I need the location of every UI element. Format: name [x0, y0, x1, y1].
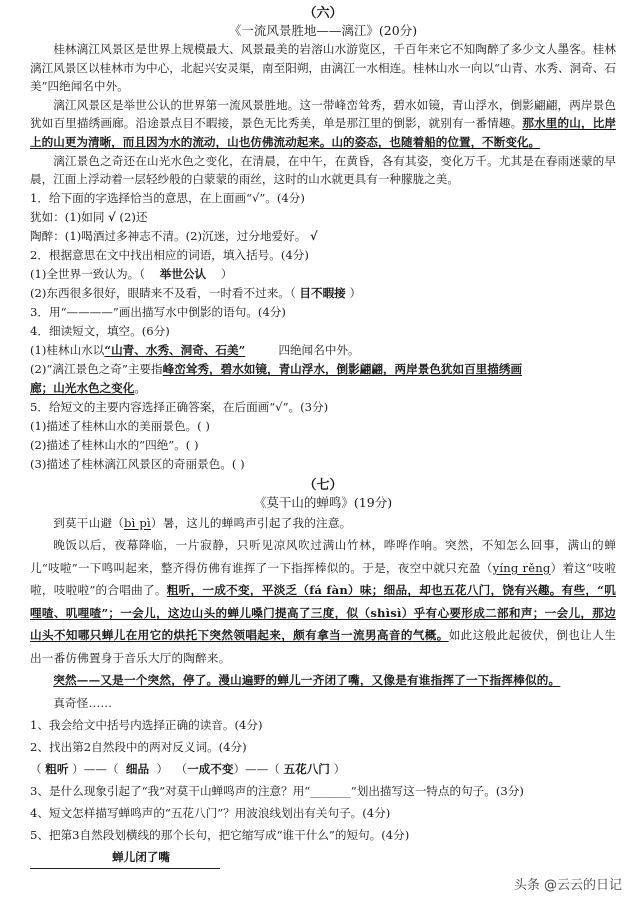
pinyin-2: yíng rěng	[492, 560, 551, 575]
s7-paragraph-3: 突然——又是一个突然，停了。漫山遍野的蝉儿一齐闭了嘴，又像是有谁指挥了一下指挥棒似的。	[53, 673, 561, 688]
q4a-suffix: 四绝闻名中外。	[278, 342, 360, 357]
antonym-1b: 细品	[125, 762, 150, 777]
s6-q1b	[30, 227, 616, 246]
q2a-close: ）	[220, 266, 233, 281]
q4b-end: 。	[134, 380, 146, 395]
s6-p2-text: 漓江风景区是举世公认的世界第一流风景胜地。这一带峰峦耸秀，碧水如镜，青山浮水，倒影翩翩，两岸景色犹如百里描绣画廊。沿途景点目不暇接，景色无比秀美，单是那江里的倒影，就别有一番情趣。	[30, 97, 616, 131]
s7-paragraph-2	[30, 534, 616, 669]
antonym-2b: 五花八门	[283, 762, 330, 777]
s6-paragraph-2	[30, 96, 616, 152]
q4b-answer-2: 廊；山光水色之变化	[30, 380, 135, 395]
s6-q5a: (1)描述了桂林山水的美丽景色。( )	[30, 418, 210, 433]
antonym-1a: 粗听	[45, 762, 69, 777]
q4a-prefix: (1)桂林山水以	[30, 342, 105, 357]
q4b-answer-1: 峰峦耸秀，碧水如镜，青山浮水，倒影翩翩，两岸景色犹如百里描绣画	[162, 361, 523, 376]
watermark: 头条 @云云的日记	[513, 878, 622, 893]
q4a-answer: “山青、水秀、洞奇、石美”	[104, 342, 246, 357]
q5-answer: 蝉儿闭了嘴	[30, 846, 220, 869]
antonym-2a: 一成不变	[187, 762, 234, 777]
section-6-title: 《一流风景胜地——漓江》(20分)	[228, 23, 418, 38]
s7-p1-pre: 到莫干山避（	[53, 515, 124, 530]
s6-q2a	[30, 265, 616, 284]
s7-p2-d: ）味；细品，却也五花八门，饶有兴趣。有些，“叽哩喳、叽哩喳”；一会儿，这边山头的蝉儿嗓门提高了三度，似（	[30, 583, 617, 620]
s6-p2-underlined: 那水里的山，比岸上的山更为清晰，而且因为水的流动，山也仿佛流动起来。山的姿态，也随着船的位置，不断变化。	[30, 116, 616, 149]
s7-q3: 3、是什么现象引起了“我”对莫干山蝉鸣声的注意？用“_______”划出描写这一特点的句子。(3分)	[30, 784, 524, 799]
s7-q1: 1、我会给文中括号内选择正确的读音。(4分)	[30, 718, 263, 733]
s7-q2: 2、找出第2自然段中的两对反义词。(4分)	[30, 740, 247, 755]
q1a-option1: (1)如同	[64, 209, 105, 224]
s7-p2-a: 晚饭以后，夜幕降临，一片寂静，只听见凉风吹过满山竹林，哗哗作响。突然，不知怎么回事，满山的蝉儿“吱啦”一下鸣叫起来，整齐得仿佛有谁挥了一下指挥棒似的。于是，夜空中就只充盈（	[30, 538, 616, 575]
s6-q5: 5．给短文的主要内容选择正确答案，在后面画“√”。(3分)	[30, 399, 329, 414]
s6-q5b: (2)描述了桂林山水的“四绝”。( )	[30, 437, 199, 452]
check-icon: √	[108, 209, 116, 224]
s7-q4: 4、短文怎样描写蝉鸣声的“五花八门”？用波浪线划出有关句子。(4分)	[30, 806, 391, 821]
q1b-label: 陶醉：	[30, 228, 65, 243]
q2b-close: ）	[349, 285, 362, 300]
q4b-prefix: (2)“漓江景色之奇”主要指	[30, 361, 163, 376]
s6-q4b	[30, 360, 616, 379]
s7-p2-e: ）乎有心要形成二部和声；一会儿，那边山头不知哪只蝉儿在用它的烘托下突然领唱起来，颇有拿当一流男高音的气概。	[30, 605, 616, 643]
s6-q4b-cont	[30, 379, 616, 398]
pinyin-3: fá fàn	[309, 583, 348, 598]
q1a-label: 犹如：	[30, 209, 65, 224]
check-icon: √	[310, 228, 318, 243]
q1b-options: (1)喝酒过多神志不清。(2)沉迷，过分地爱好。	[64, 228, 307, 243]
s7-p2-c: 粗听，一成不变，平淡乏（	[166, 583, 310, 598]
section-7-title: 《莫干山的蝉鸣》(19分)	[253, 494, 393, 510]
s7-p2-b: ）着这“吱啦啦，吱啦啦”的合唱曲了。	[30, 560, 616, 598]
q1a-option2: (2)还	[119, 209, 148, 224]
section-7-number: （七）	[303, 477, 343, 493]
pinyin-1: bì pì	[123, 515, 151, 530]
q2b-text: (2)东西很多很好，眼睛来不及看，一时看不过来。（	[30, 285, 296, 300]
s7-q2-answers: （ 粗听 ）——（ 细品 ） （一成不变）——（ 五花八门 ）	[30, 762, 346, 777]
s6-q2b	[30, 284, 616, 303]
s7-paragraph-1	[30, 512, 616, 535]
s7-p2-f: 如此这般此起彼伏，倒也让人生出一番仿佛置身于音乐大厅的陶醉来。	[30, 628, 616, 665]
s6-q1: 1．给下面的字选择恰当的意思，在上面画“√”。(4分)	[30, 190, 305, 205]
q2a-answer: 举世公认	[159, 266, 207, 281]
s6-q4: 4．细读短文，填空。(6分)	[30, 323, 170, 338]
s6-q2: 2．根据意思在文中找出相应的词语，填入括号。(4分)	[30, 247, 309, 262]
s6-paragraph-3: 漓江景色之奇还在山光水色之变化，在清晨，在中午，在黄昏，各有其姿，变化万千。尤其是在春雨迷蒙的早晨，江面上浮动着一层轻纱般的白蒙蒙的雨丝，这时的山水就更具有一种朦胧之美。	[30, 153, 616, 187]
s7-paragraph-4: 真奇怪……	[53, 695, 113, 710]
s6-paragraph-1: 桂林漓江风景区是世界上规模最大、风景最美的岩溶山水游览区，千百年来它不知陶醉了多少文人墨客。桂林漓江风景区以桂林市为中心，北起兴安灵渠，南至阳朔，由漓江一水相连。桂林山水一向以“山青、水秀、洞奇、石美”四绝闻名中外。	[30, 42, 616, 94]
q2a-text: (1)全世界一致认为。（	[30, 266, 145, 281]
q2b-answer: 目不暇接	[299, 285, 346, 300]
s7-q5: 5、把第3自然段划横线的那个长句，把它缩写成“谁干什么”的短句。(4分)	[30, 828, 410, 843]
pinyin-4: shìsì	[370, 605, 402, 620]
s6-q5c: (3)描述了桂林漓江风景区的奇丽景色。( )	[30, 456, 245, 471]
s6-q3: 3．用“————”画出描写水中倒影的语句。(4分)	[30, 304, 286, 319]
s7-p1-post: ）暑，这儿的蝉鸣声引起了我的注意。	[150, 515, 352, 530]
s6-q1a	[30, 208, 616, 227]
section-6-number: （六）	[303, 6, 343, 21]
s6-q4a	[30, 341, 616, 360]
s7-q5-answer-line	[30, 846, 616, 869]
